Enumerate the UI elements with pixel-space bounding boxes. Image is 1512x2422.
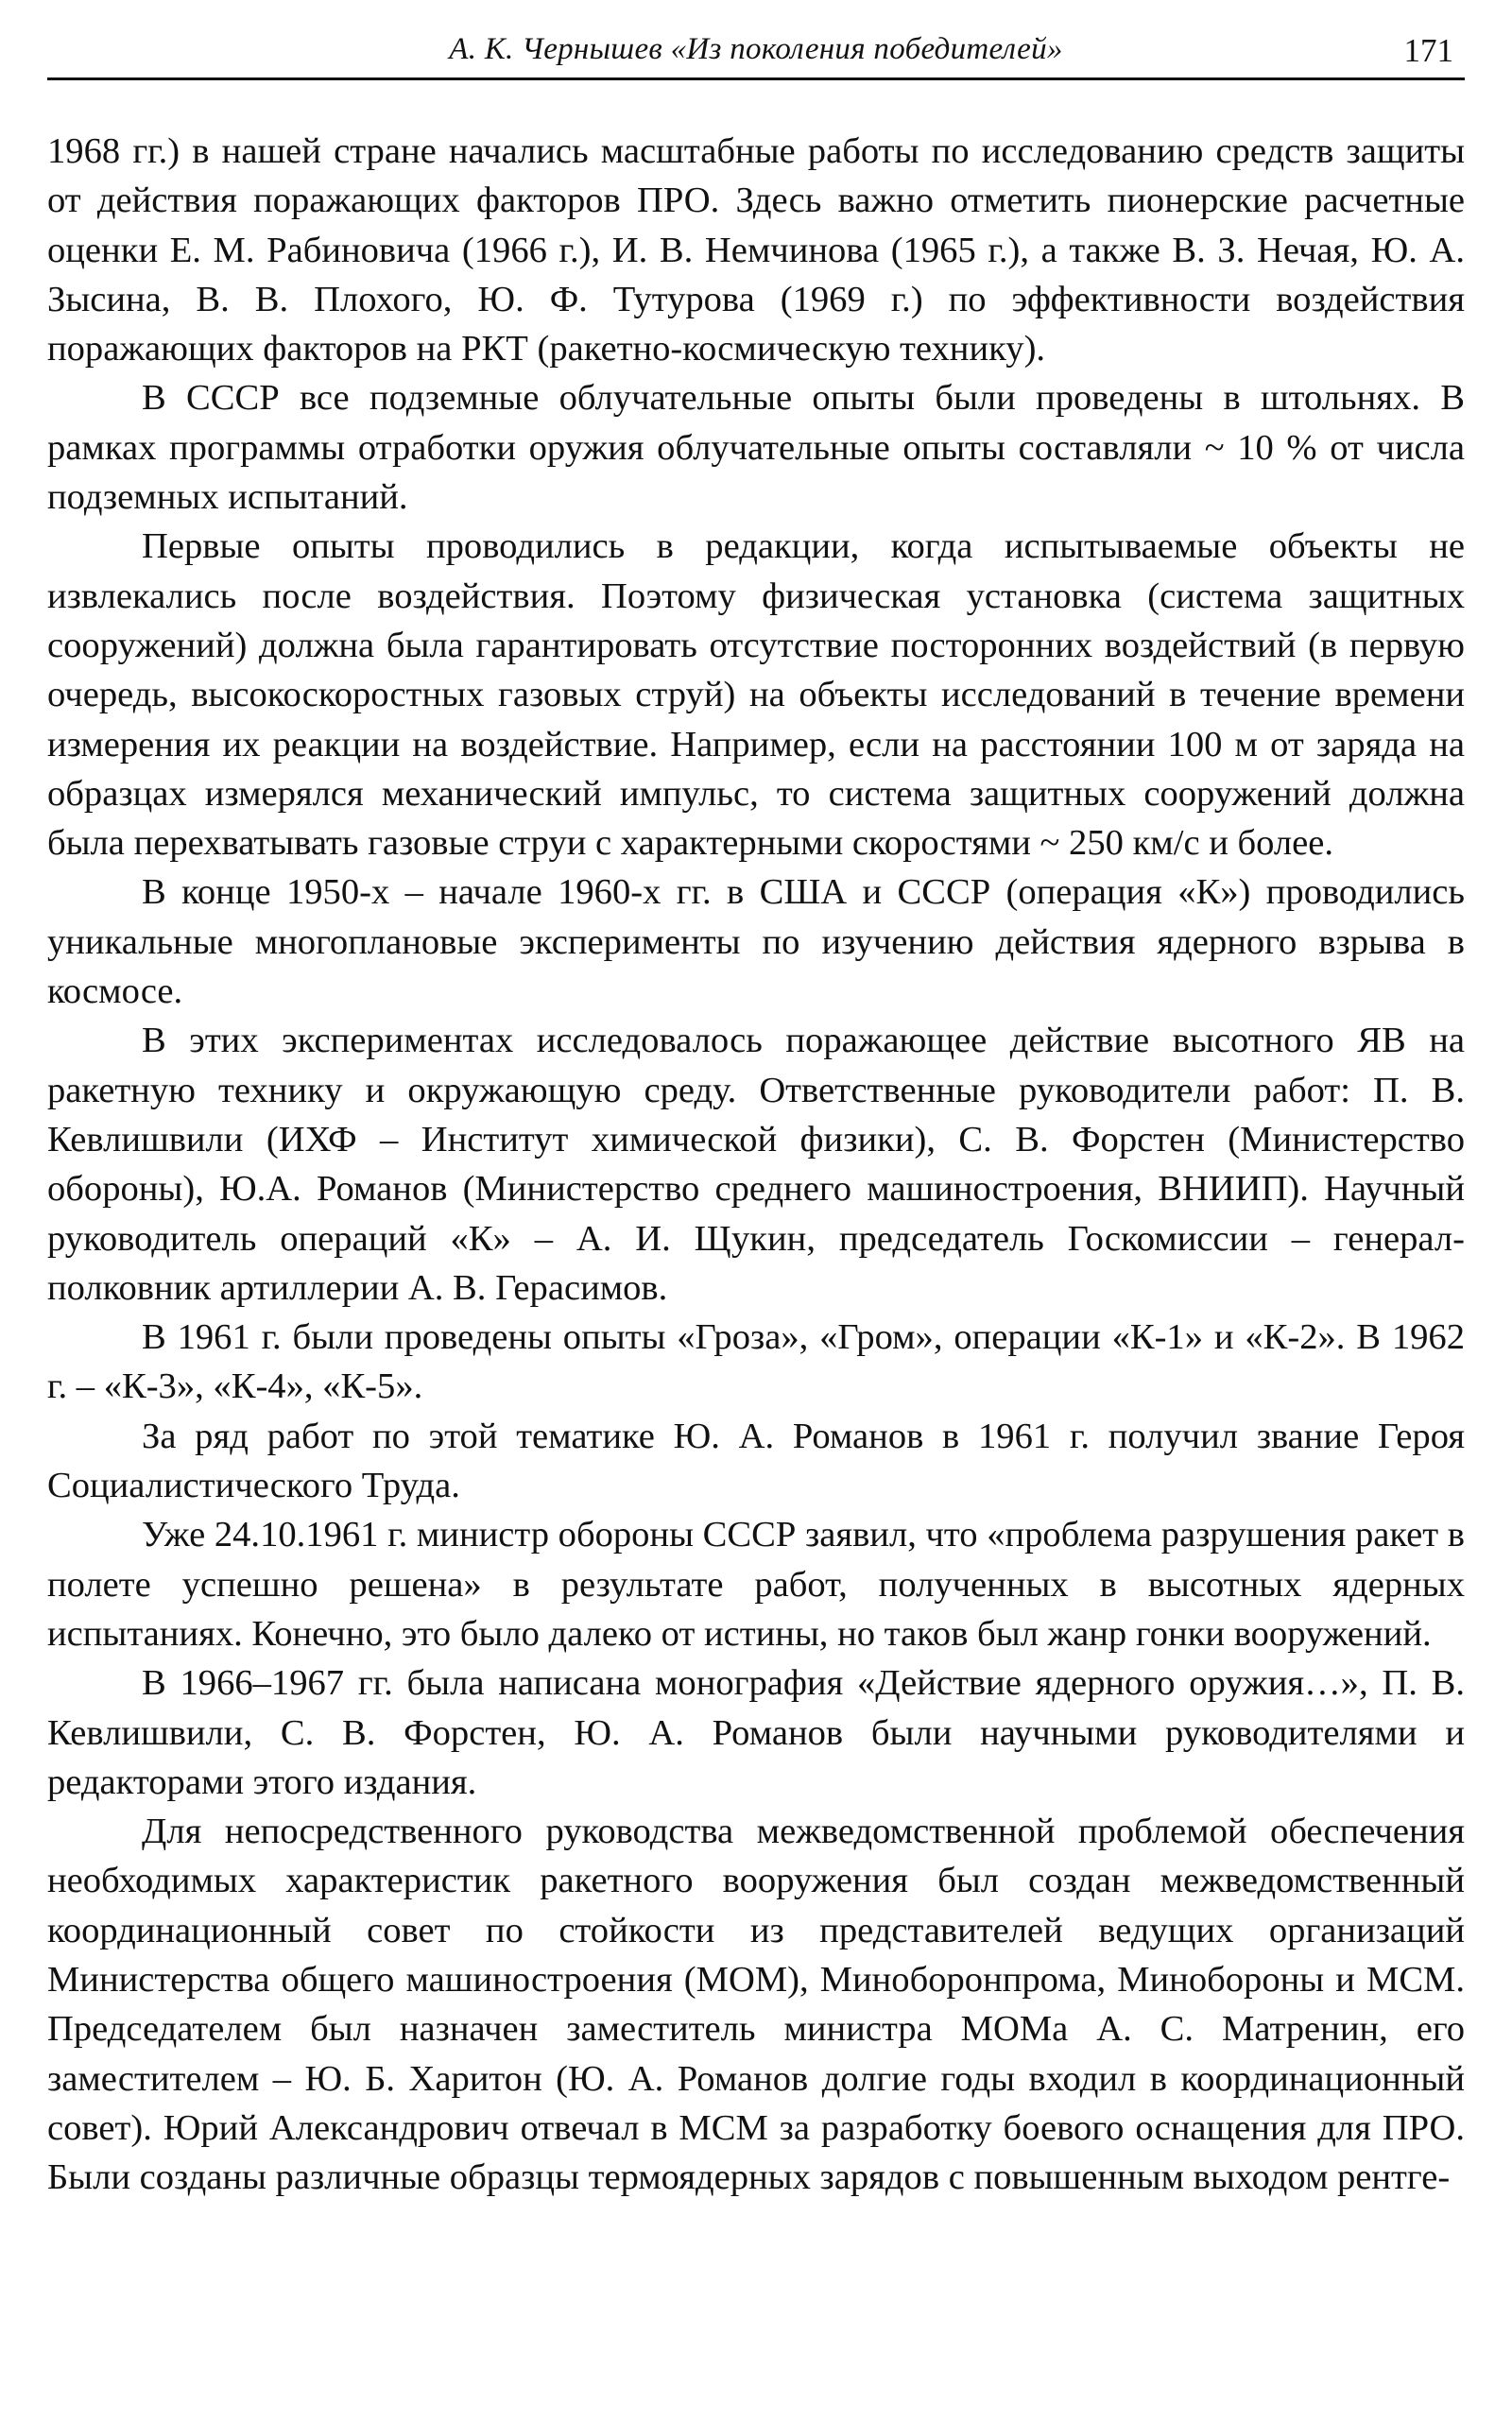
paragraph: В 1966–1967 гг. была написана монография «Действие ядерного оружия…», П. В. Кевлишвили, С. В. Форстен, Ю. А. Романов были научными руководителями и редакторами этого издания. [47,1663,1465,1802]
paragraph-continuation: 1968 гг.) в нашей стране начались масштабные работы по исследованию средств защиты от действия поражающих факторов ПРО. Здесь важно отметить пионерские расчетные оценки Е. М. Рабиновича (1966 г.), И. В. Немчинова (1965 г.), а также В. З. Нечая, Ю. А. Зысина, В. В. Плохого, Ю. Ф. Тутурова (1969 г.) по эффективности воздействия поражающих факторов на РКТ (ракетно-космическую технику). [47,131,1465,369]
paragraph: Первые опыты проводились в редакции, когда испытываемые объекты не извлекались после воздействия. Поэтому физическая установка (система защитных сооружений) должна была гарантировать отсутствие посторонних воздействий (в первую очередь, высокоскоростных газовых струй) на объекты исследований в течение времени измерения их реакции на воздействие. Например, если на расстоянии 100 м от заряда на образцах измерялся механический импульс, то система защитных сооружений должна была перехватывать газовые струи с характерными скоростями ~ 250 км/с и более. [47,526,1465,864]
paragraph: В этих экспериментах исследовалось поражающее действие высотного ЯВ на ракетную технику и окружающую среду. Ответственные руководители работ: П. В. Кевлишвили (ИХФ – Институт химической физики), С. В. Форстен (Министерство обороны), Ю.А. Романов (Министерство среднего машиностроения, ВНИИП). Научный руководитель операций «К» – А. И. Щукин, председатель Госкомиссии – генерал-полковник артиллерии А. В. Герасимов. [47,1021,1465,1308]
body-text [47,127,1465,2202]
running-title: А. К. Чернышев «Из поколения победителей» [449,32,1063,66]
paragraph: В 1961 г. были проведены опыты «Гроза», «Гром», операции «К-1» и «К-2». В 1962 г. – «К-3», «К-4», «К-5». [47,1317,1465,1407]
page-number: 171 [1403,32,1453,69]
running-head [47,21,1465,80]
paragraph: За ряд работ по этой тематике Ю. А. Романов в 1961 г. получил звание Героя Социалистического Труда. [47,1416,1465,1506]
paragraph: Уже 24.10.1961 г. министр обороны СССР заявил, что «проблема разрушения ракет в полете успешно решена» в результате работ, полученных в высотных ядерных испытаниях. Конечно, это было далеко от истины, но таков был жанр гонки вооружений. [47,1515,1465,1654]
paragraph: В СССР все подземные облучательные опыты были проведены в штольнях. В рамках программы отработки оружия облучательные опыты составляли ~ 10 % от числа подземных испытаний. [47,378,1465,518]
paragraph: Для непосредственного руководства межведомственной проблемой обеспечения необходимых характеристик ракетного вооружения был создан межведомственный координационный совет по стойкости из представителей ведущих организаций Министерства общего машиностроения (МОМ), Минобоpонпрома, Минобороны и МСМ. Председателем был назначен заместитель министра МОМа А. С. Матренин, его заместителем – Ю. Б. Харитон (Ю. А. Романов долгие годы входил в координационный совет). Юрий Александрович отвечал в МСМ за разработку боевого оснащения для ПРО. Были созданы различные образцы термоядерных зарядов с повышенным выходом рентге- [47,1812,1465,2198]
paragraph: В конце 1950-х – начале 1960-х гг. в США и СССР (операция «К») проводились уникальные многоплановые эксперименты по изучению действия ядерного взрыва в космосе. [47,872,1465,1012]
